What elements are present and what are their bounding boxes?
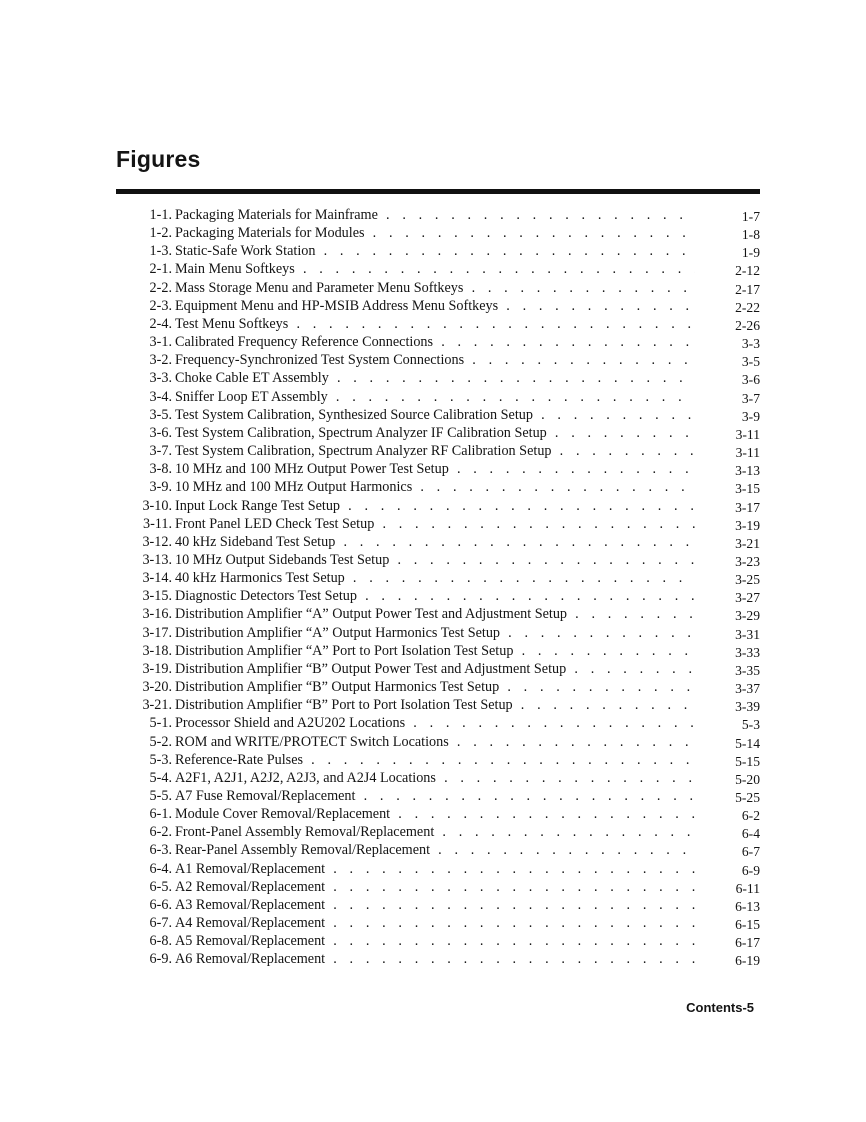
figure-entry[interactable] <box>128 805 760 823</box>
figure-entry[interactable] <box>128 533 760 551</box>
figure-entry[interactable] <box>128 823 760 841</box>
figure-entry[interactable] <box>128 206 760 224</box>
figure-number: 3-17. <box>142 624 172 641</box>
figure-page-number: 3-7 <box>741 390 760 406</box>
figure-number: 2-2. <box>149 279 172 296</box>
figure-number: 6-5. <box>149 878 172 895</box>
figure-number: 3-15. <box>142 588 172 605</box>
figure-entry[interactable] <box>128 751 760 769</box>
figure-title: Test System Calibration, Synthesized Source Calibration Setup . . . <box>175 406 695 424</box>
figure-page-number: 1-8 <box>741 227 760 243</box>
figure-title: Test Menu Softkeys . . . <box>175 315 695 333</box>
figure-entry[interactable] <box>128 587 760 605</box>
figure-number: 2-1. <box>149 261 172 278</box>
figure-number: 5-2. <box>149 733 172 750</box>
figure-page-number: 1-7 <box>741 209 760 224</box>
figure-number: 6-6. <box>149 896 172 913</box>
figure-title: 10 MHz and 100 MHz Output Power Test Setup . . . <box>175 460 695 478</box>
figure-title: Distribution Amplifier “A” Output Power Test and Adjustment Setup . . . <box>175 605 695 623</box>
figure-title: A2F1, A2J1, A2J2, A2J3, and A2J4 Locations . . . <box>175 769 695 787</box>
figure-page-number: 3-5 <box>741 354 760 370</box>
figure-number: 3-7. <box>149 443 172 460</box>
figures-list <box>128 206 760 969</box>
figure-entry[interactable] <box>128 569 760 587</box>
figure-page-number: 3-31 <box>735 626 760 642</box>
figure-page-number: 3-13 <box>735 463 760 479</box>
figure-page-number: 5-14 <box>735 735 760 751</box>
figure-number: 3-2. <box>149 352 172 369</box>
figure-page-number: 3-23 <box>735 553 760 569</box>
figure-number: 3-5. <box>149 406 172 423</box>
figure-page-number: 3-39 <box>735 699 760 715</box>
figure-page-number: 6-13 <box>735 898 760 914</box>
figure-entry[interactable] <box>128 860 760 878</box>
figure-number: 6-2. <box>149 824 172 841</box>
figure-page-number: 6-17 <box>735 935 760 951</box>
figure-entry[interactable] <box>128 424 760 442</box>
figure-entry[interactable] <box>128 333 760 351</box>
figure-number: 6-4. <box>149 860 172 877</box>
figure-entry[interactable] <box>128 605 760 623</box>
figure-title: A7 Fuse Removal/Replacement . . . <box>175 787 695 805</box>
figure-page-number: 3-33 <box>735 644 760 660</box>
figure-entry[interactable] <box>128 388 760 406</box>
figure-title: Distribution Amplifier “B” Output Power Test and Adjustment Setup . . . <box>175 660 695 678</box>
figure-title: Equipment Menu and HP-MSIB Address Menu Softkeys . . . <box>175 297 695 315</box>
figure-title: Frequency-Synchronized Test System Connections . . . <box>175 351 695 369</box>
figure-title: A1 Removal/Replacement . . . <box>175 860 695 878</box>
figure-title: Processor Shield and A2U202 Locations . . . <box>175 714 695 732</box>
figure-number: 3-14. <box>142 570 172 587</box>
figure-entry[interactable] <box>128 878 760 896</box>
figure-entry[interactable] <box>128 369 760 387</box>
figure-title: Test System Calibration, Spectrum Analyzer RF Calibration Setup . . . <box>175 442 695 460</box>
figure-page-number: 5-20 <box>735 771 760 787</box>
figure-title: Front-Panel Assembly Removal/Replacement . . . <box>175 823 695 841</box>
figure-page-number: 2-22 <box>735 299 760 315</box>
figure-number: 6-9. <box>149 951 172 968</box>
figure-entry[interactable] <box>128 714 760 732</box>
figure-title: Input Lock Range Test Setup . . . <box>175 497 695 515</box>
figure-page-number: 6-9 <box>741 862 760 878</box>
figure-entry[interactable] <box>128 841 760 859</box>
figure-page-number: 3-17 <box>735 499 760 515</box>
figure-entry[interactable] <box>128 624 760 642</box>
figure-page-number: 6-7 <box>741 844 760 860</box>
figure-title: ROM and WRITE/PROTECT Switch Locations . . . <box>175 733 695 751</box>
figure-page-number: 3-11 <box>735 426 760 442</box>
figure-entry[interactable] <box>128 242 760 260</box>
figure-page-number: 3-9 <box>741 408 760 424</box>
figure-title: Distribution Amplifier “A” Output Harmonics Test Setup . . . <box>175 624 695 642</box>
figure-page-number: 3-6 <box>741 372 760 388</box>
figure-number: 3-18. <box>142 642 172 659</box>
figure-entry[interactable] <box>128 315 760 333</box>
figure-entry[interactable] <box>128 442 760 460</box>
figure-title: 40 kHz Harmonics Test Setup . . . <box>175 569 695 587</box>
figure-title: Module Cover Removal/Replacement . . . <box>175 805 695 823</box>
figure-title: Test System Calibration, Spectrum Analyzer IF Calibration Setup . . . <box>175 424 695 442</box>
figure-title: 40 kHz Sideband Test Setup . . . <box>175 533 695 551</box>
figure-number: 5-1. <box>149 715 172 732</box>
figure-title: Rear-Panel Assembly Removal/Replacement . . . <box>175 841 695 859</box>
figure-title: Calibrated Frequency Reference Connections . . . <box>175 333 695 351</box>
figure-entry[interactable] <box>128 279 760 297</box>
figure-page-number: 6-19 <box>735 953 760 969</box>
figure-number: 1-2. <box>149 225 172 242</box>
figure-page-number: 3-19 <box>735 517 760 533</box>
figure-title: A6 Removal/Replacement . . . <box>175 950 695 968</box>
heading-rule <box>116 189 760 194</box>
figure-page-number: 3-21 <box>735 535 760 551</box>
figure-entry[interactable] <box>128 351 760 369</box>
figure-number: 6-3. <box>149 842 172 859</box>
figure-page-number: 3-27 <box>735 590 760 606</box>
figure-title: Reference-Rate Pulses . . . <box>175 751 695 769</box>
figure-number: 3-8. <box>149 461 172 478</box>
figure-number: 6-1. <box>149 806 172 823</box>
figure-number: 6-8. <box>149 933 172 950</box>
figure-number: 6-7. <box>149 915 172 932</box>
figure-entry[interactable] <box>128 950 760 968</box>
page-footer: Contents-5 <box>686 1000 754 1015</box>
figure-page-number: 3-35 <box>735 662 760 678</box>
figure-number: 3-16. <box>142 606 172 623</box>
figure-page-number: 5-25 <box>735 790 760 805</box>
figure-title: A4 Removal/Replacement . . . <box>175 914 695 932</box>
figure-title: Mass Storage Menu and Parameter Menu Softkeys . . . <box>175 279 695 297</box>
figure-title: Static-Safe Work Station . . . <box>175 242 695 260</box>
figure-entry[interactable] <box>128 787 760 805</box>
figure-title: A5 Removal/Replacement . . . <box>175 932 695 950</box>
figure-page-number: 2-26 <box>735 317 760 333</box>
figure-title: 10 MHz Output Sidebands Test Setup . . . <box>175 551 695 569</box>
figure-entry[interactable] <box>128 696 760 714</box>
figure-title: Distribution Amplifier “B” Port to Port Isolation Test Setup . . . <box>175 696 695 714</box>
figure-page-number: 3-11 <box>735 445 760 461</box>
figure-title: A2 Removal/Replacement . . . <box>175 878 695 896</box>
figure-number: 3-6. <box>149 424 172 441</box>
figure-entry[interactable] <box>128 460 760 478</box>
figure-page-number: 3-15 <box>735 481 760 497</box>
figure-page-number: 6-11 <box>735 880 760 896</box>
figure-number: 2-3. <box>149 297 172 314</box>
figure-entry[interactable] <box>128 914 760 932</box>
figure-number: 1-3. <box>149 243 172 260</box>
figure-title: Distribution Amplifier “B” Output Harmonics Test Setup . . . <box>175 678 695 696</box>
figure-entry[interactable] <box>128 660 760 678</box>
figure-entry[interactable] <box>128 224 760 242</box>
figure-page-number: 1-9 <box>741 245 760 261</box>
figure-entry[interactable] <box>128 932 760 950</box>
figure-entry[interactable] <box>128 478 760 496</box>
figure-title: Diagnostic Detectors Test Setup . . . <box>175 587 695 605</box>
figure-entry[interactable] <box>128 497 760 515</box>
figure-number: 1-1. <box>149 207 172 223</box>
figure-page-number: 3-37 <box>735 681 760 697</box>
figure-entry[interactable] <box>128 733 760 751</box>
figure-number: 2-4. <box>149 315 172 332</box>
figure-number: 3-19. <box>142 660 172 677</box>
figure-page-number: 6-15 <box>735 917 760 933</box>
figure-entry[interactable] <box>128 896 760 914</box>
figure-page-number: 3-25 <box>735 572 760 588</box>
figure-number: 3-21. <box>142 697 172 714</box>
figure-page-number: 3-29 <box>735 608 760 624</box>
figure-entry[interactable] <box>128 678 760 696</box>
figure-title: Main Menu Softkeys . . . <box>175 260 695 278</box>
figure-entry[interactable] <box>128 769 760 787</box>
figure-entry[interactable] <box>128 515 760 533</box>
figure-title: Distribution Amplifier “A” Port to Port Isolation Test Setup . . . <box>175 642 695 660</box>
figure-entry[interactable] <box>128 260 760 278</box>
figure-number: 3-1. <box>149 334 172 351</box>
figure-title: Choke Cable ET Assembly . . . <box>175 369 695 387</box>
figure-page-number: 5-3 <box>741 717 760 733</box>
figure-number: 3-12. <box>142 533 172 550</box>
figure-page-number: 3-3 <box>741 336 760 352</box>
figure-title: A3 Removal/Replacement . . . <box>175 896 695 914</box>
figure-entry[interactable] <box>128 406 760 424</box>
figure-title: Front Panel LED Check Test Setup . . . <box>175 515 695 533</box>
figure-number: 3-11. <box>142 515 172 532</box>
figure-title: Sniffer Loop ET Assembly . . . <box>175 388 695 406</box>
figure-title: Packaging Materials for Mainframe . . . <box>175 206 695 224</box>
figure-title: Packaging Materials for Modules . . . <box>175 224 695 242</box>
figure-page-number: 2-17 <box>735 281 760 297</box>
figure-title: 10 MHz and 100 MHz Output Harmonics . . . <box>175 478 695 496</box>
figure-page-number: 6-4 <box>741 826 760 842</box>
figure-page-number: 6-2 <box>741 808 760 824</box>
figure-number: 5-3. <box>149 751 172 768</box>
figure-page-number: 2-12 <box>735 263 760 279</box>
figure-page-number: 5-15 <box>735 753 760 769</box>
figure-number: 3-13. <box>142 551 172 568</box>
figure-entry[interactable] <box>128 642 760 660</box>
figure-number: 5-4. <box>149 769 172 786</box>
figure-number: 3-4. <box>149 388 172 405</box>
figure-number: 3-20. <box>142 679 172 696</box>
figure-number: 3-3. <box>149 370 172 387</box>
figure-number: 3-10. <box>142 497 172 514</box>
figure-number: 3-9. <box>149 479 172 496</box>
figure-entry[interactable] <box>128 297 760 315</box>
page-title: Figures <box>116 146 201 172</box>
figure-entry[interactable] <box>128 551 760 569</box>
figure-number: 5-5. <box>149 788 172 804</box>
